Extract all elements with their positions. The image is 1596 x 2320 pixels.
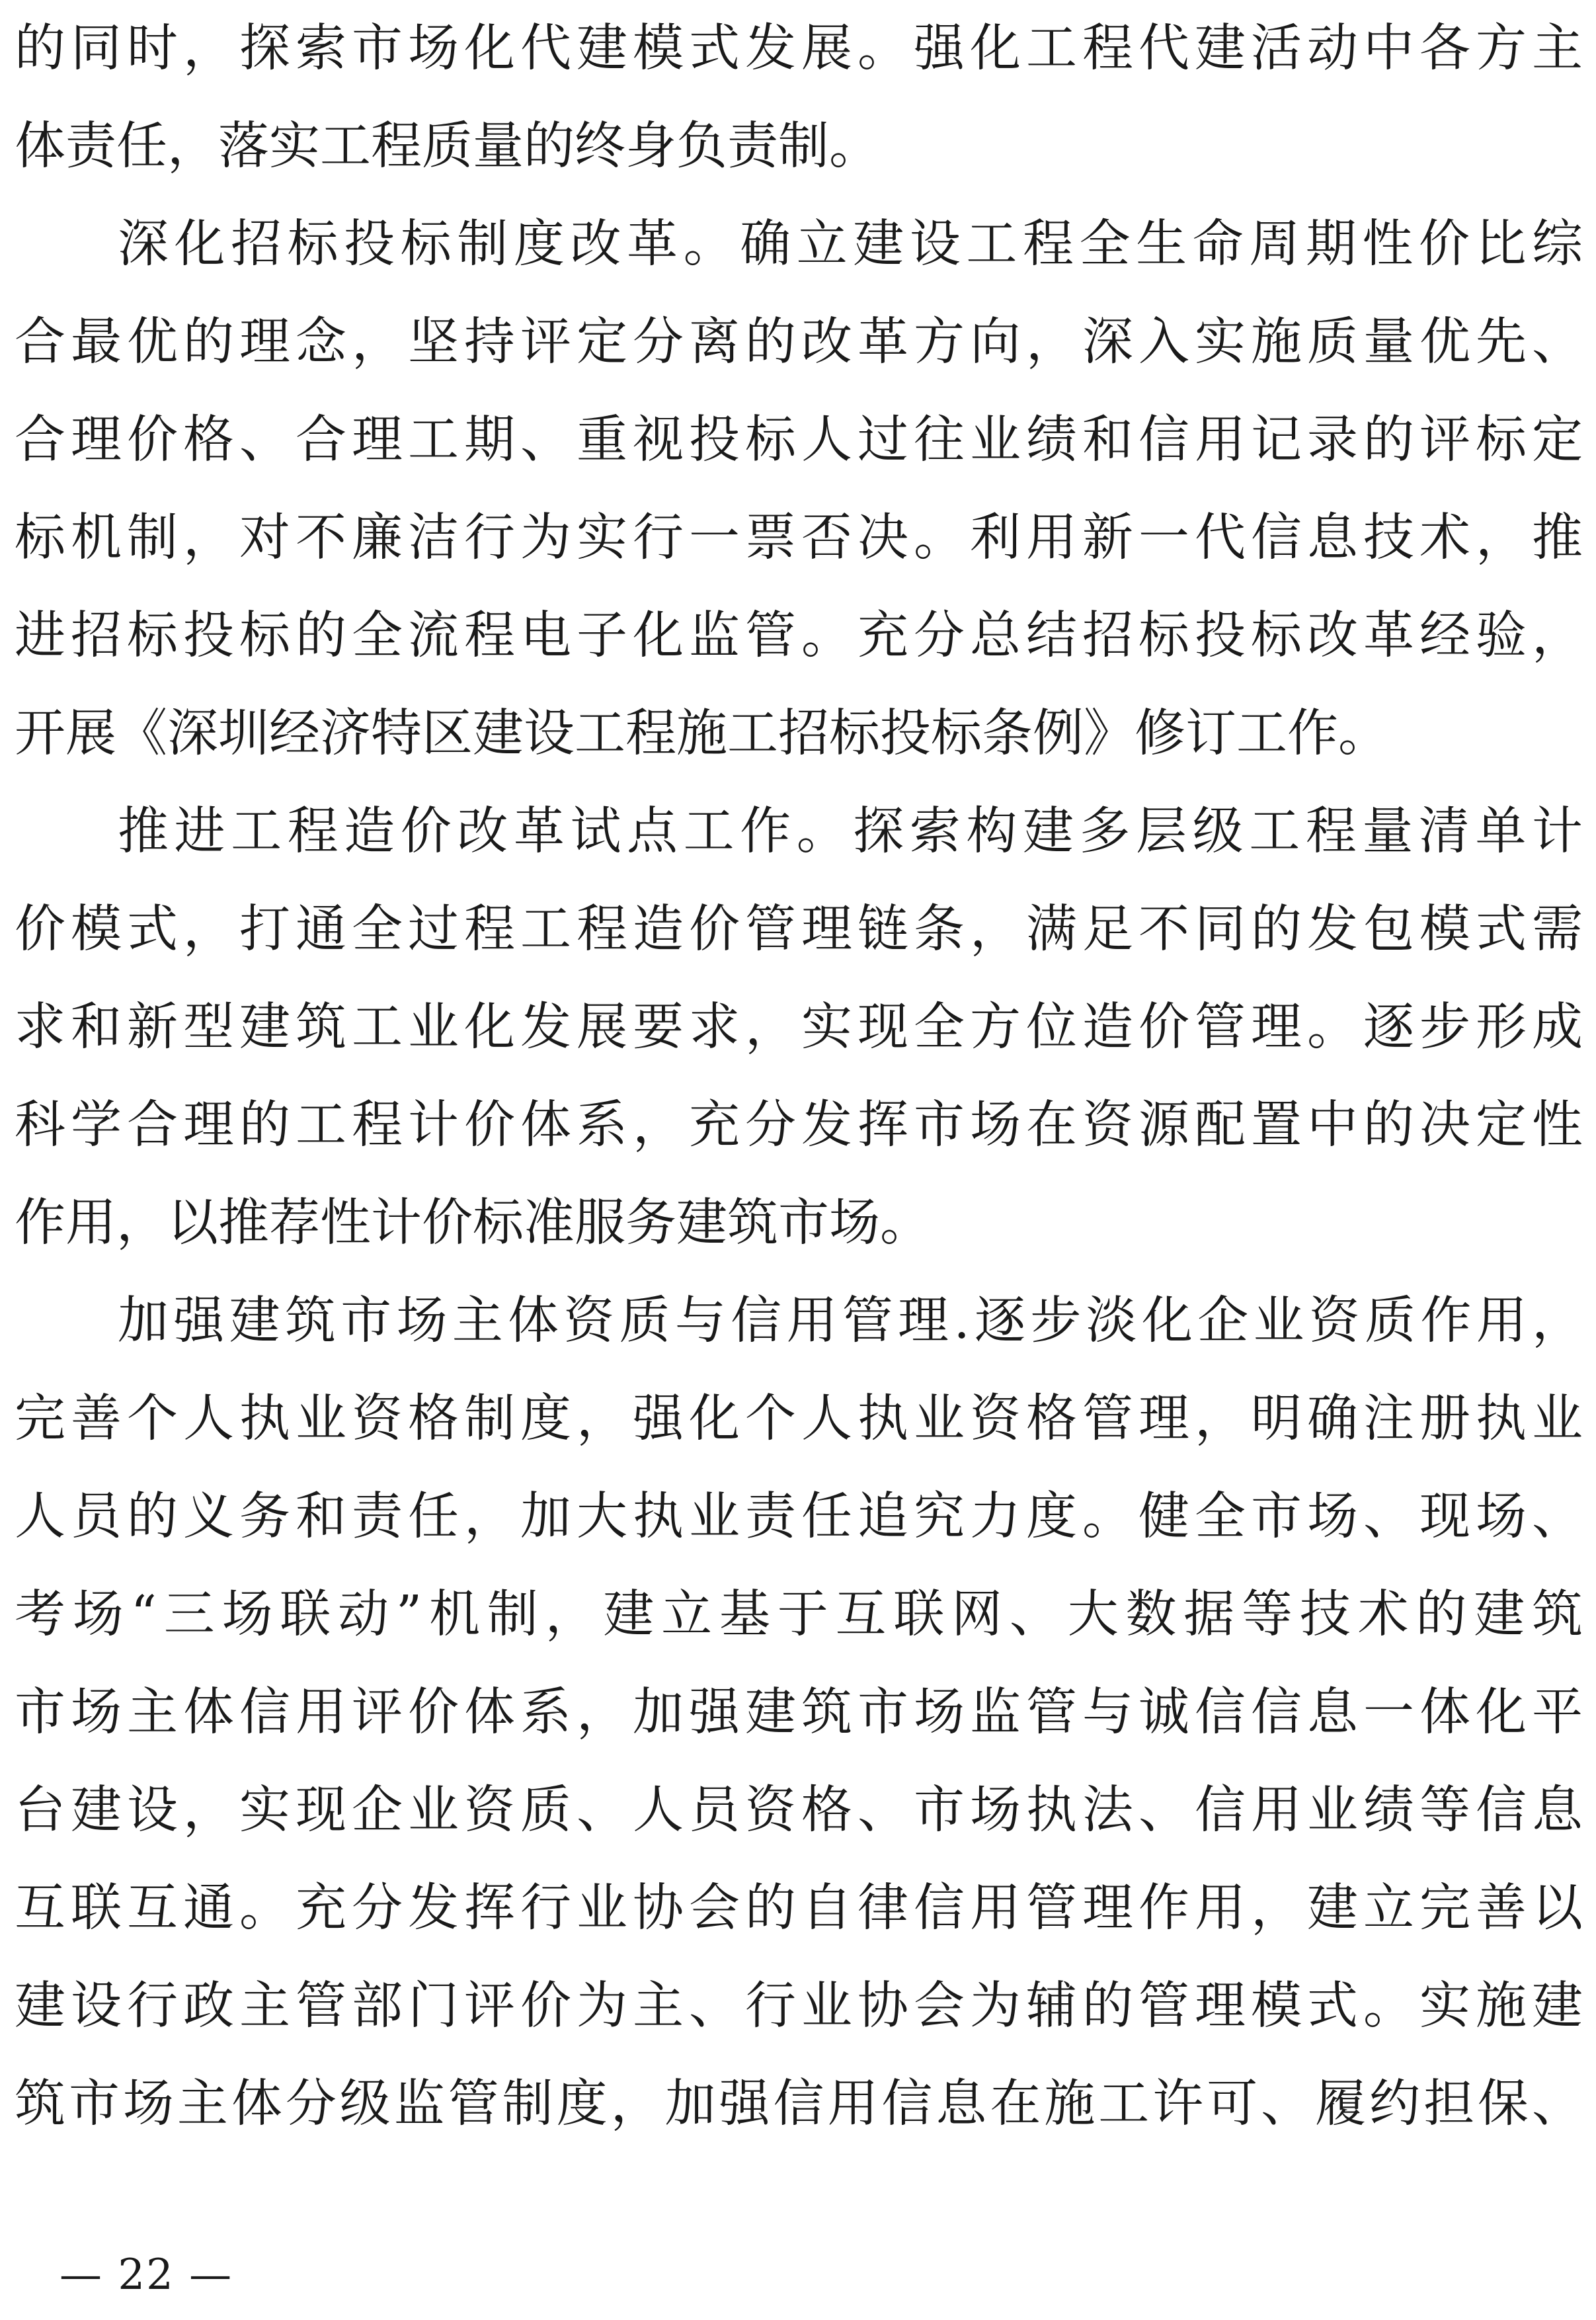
text-line: 作用，以推荐性计价标准服务建筑市场。 — [15, 1194, 931, 1253]
text-line: 筑市场主体分级监管制度，加强信用信息在施工许可、履约担保、 — [15, 2075, 1583, 2134]
text-line: 互联互通。充分发挥行业协会的自律信用管理作用，建立完善以 — [15, 1879, 1583, 1938]
text-line: 价模式，打通全过程工程造价管理链条，满足不同的发包模式需 — [15, 900, 1583, 959]
text-line: 合最优的理念，坚持评定分离的改革方向，深入实施质量优先、 — [15, 313, 1583, 372]
text-line: 体责任，落实工程质量的终身负责制。 — [15, 117, 880, 176]
body-text — [15, 0, 1583, 2153]
text-line: 的同时，探索市场化代建模式发展。强化工程代建活动中各方主 — [15, 19, 1583, 78]
text-line: 科学合理的工程计价体系，充分发挥市场在资源配置中的决定性 — [15, 1096, 1583, 1155]
paragraph-first-line: 加强建筑市场主体资质与信用管理.逐步淡化企业资质作用， — [118, 1292, 1583, 1350]
paragraph-first-line: 深化招标投标制度改革。确立建设工程全生命周期性价比综 — [118, 215, 1583, 274]
text-line: 考场“三场联动”机制，建立基于互联网、大数据等技术的建筑 — [15, 1585, 1583, 1644]
text-line: 标机制，对不廉洁行为实行一票否决。利用新一代信息技术，推 — [15, 509, 1583, 567]
page-number: — 22 — — [60, 2251, 233, 2299]
text-line: 台建设，实现企业资质、人员资格、市场执法、信用业绩等信息 — [15, 1781, 1583, 1840]
text-line: 合理价格、合理工期、重视投标人过往业绩和信用记录的评标定 — [15, 411, 1583, 470]
text-line: 完善个人执业资格制度，强化个人执业资格管理，明确注册执业 — [15, 1389, 1583, 1448]
text-line: 进招标投标的全流程电子化监管。充分总结招标投标改革经验， — [15, 606, 1583, 665]
text-line: 人员的义务和责任，加大执业责任追究力度。健全市场、现场、 — [15, 1487, 1583, 1546]
text-line: 建设行政主管部门评价为主、行业协会为辅的管理模式。实施建 — [15, 1977, 1583, 2036]
text-line: 市场主体信用评价体系，加强建筑市场监管与诚信信息一体化平 — [15, 1683, 1583, 1742]
text-line: 求和新型建筑工业化发展要求，实现全方位造价管理。逐步形成 — [15, 998, 1583, 1057]
text-line: 开展《深圳经济特区建设工程施工招标投标条例》修订工作。 — [15, 704, 1389, 763]
paragraph-first-line: 推进工程造价改革试点工作。探索构建多层级工程量清单计 — [118, 802, 1583, 861]
